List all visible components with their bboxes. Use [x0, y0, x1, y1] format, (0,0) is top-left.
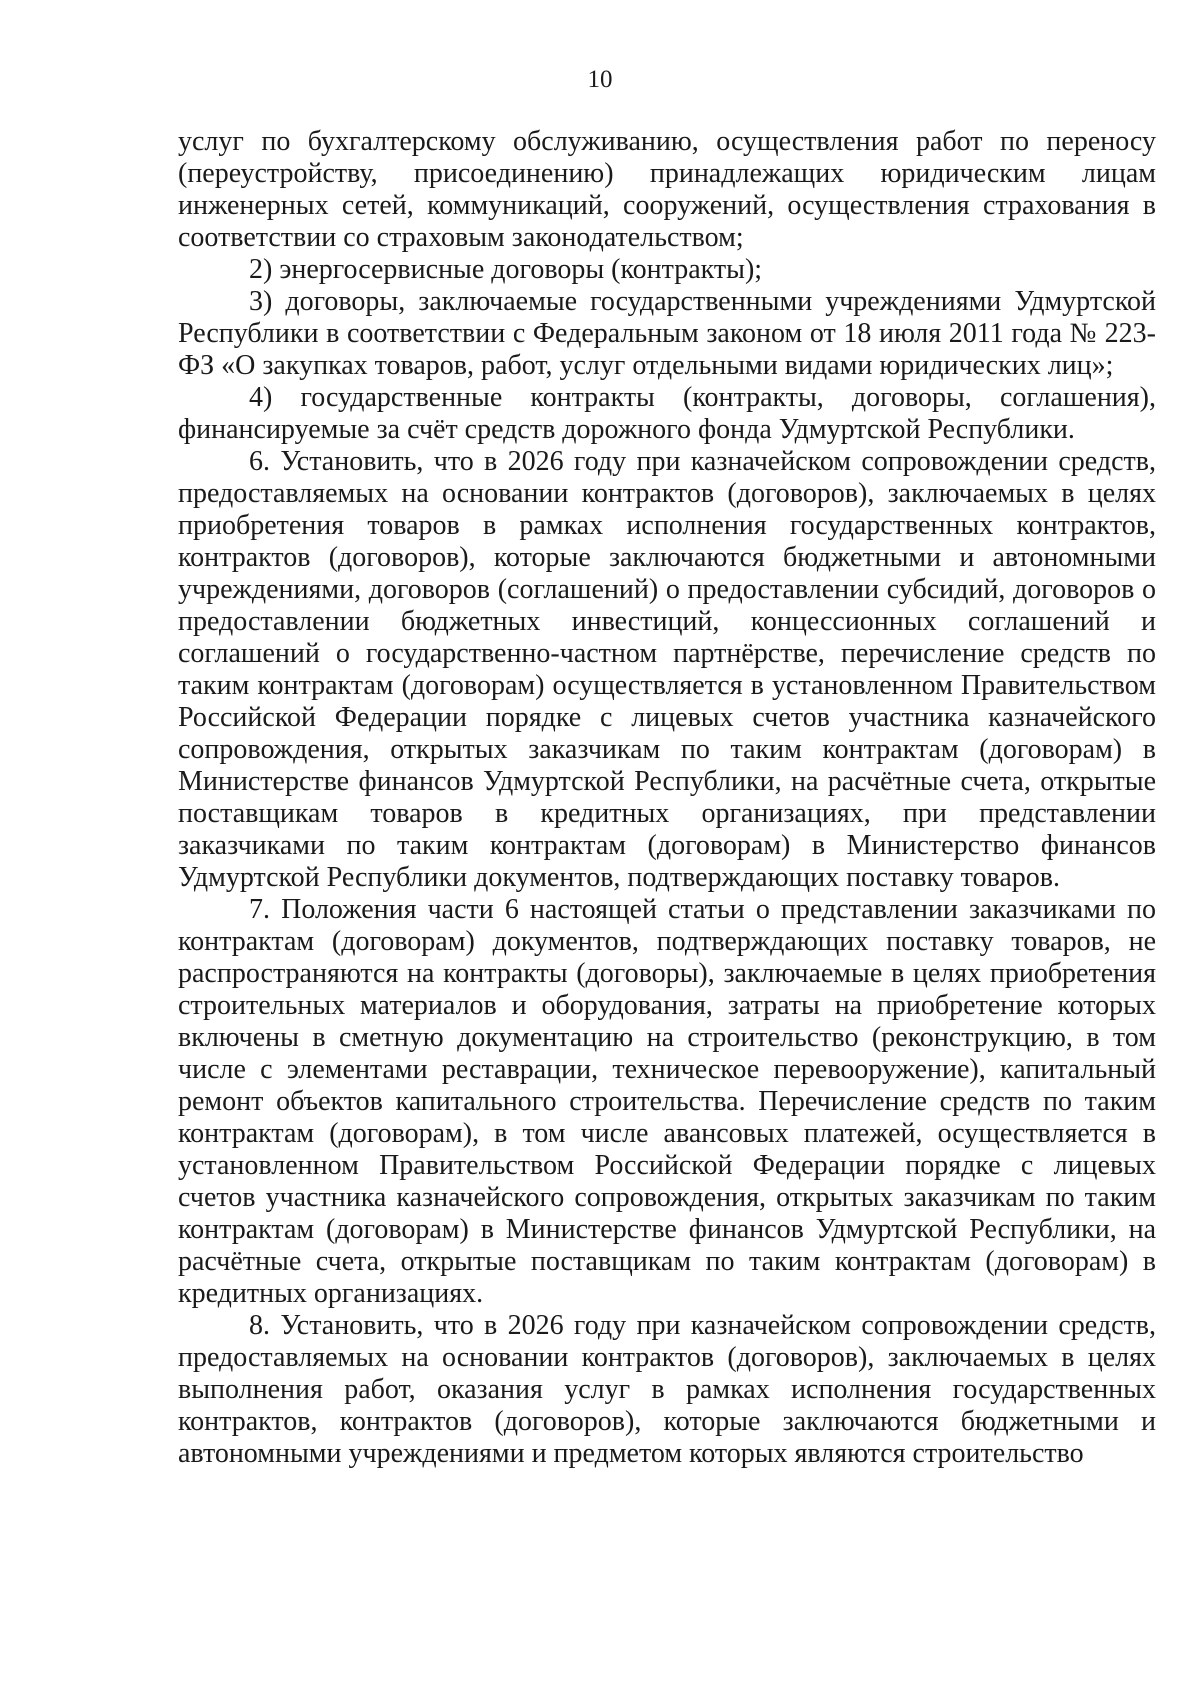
page-number: 10 — [587, 66, 613, 93]
paragraph: 4) государственные контракты (контракты, договоры, соглашения), финансируемые за счёт средств дорожного фонда Удмуртской Республики. — [178, 382, 1156, 445]
paragraph: 7. Положения части 6 настоящей статьи о представлении заказчиками по контрактам (договорам) документов, подтверждающих поставку товаров, не распространяются на контракты (договоры), заключаемые в целях приобретения строительных материалов и оборудования, затраты на приобретение которых включены в сметную документацию на строительство (реконструкцию, в том числе с элементами реставрации, техническое перевооружение), капитальный ремонт объектов капитального строительства. Перечисление средств по таким контрактам (договорам), в том числе авансовых платежей, осуществляется в установленном Правительством Российской Федерации порядке с лицевых счетов участника казначейского сопровождения, открытых заказчикам по таким контрактам (договорам) в Министерстве финансов Удмуртской Республики, на расчётные счета, открытые поставщикам по таким контрактам (договорам) в кредитных организациях. — [178, 894, 1156, 1309]
paragraph: услуг по бухгалтерскому обслуживанию, осуществления работ по переносу (переустройству, присоединению) принадлежащих юридическим лицам инженерных сетей, коммуникаций, сооружений, осуществления страхования в соответствии со страховым законодательством; — [178, 126, 1156, 253]
paragraph: 3) договоры, заключаемые государственными учреждениями Удмуртской Республики в соответствии с Федеральным законом от 18 июля 2011 года № 223-ФЗ «О закупках товаров, работ, услуг отдельными видами юридических лиц»; — [178, 286, 1156, 381]
paragraph: 2) энергосервисные договоры (контракты); — [249, 254, 763, 285]
paragraph: 6. Установить, что в 2026 году при казначейском сопровождении средств, предоставляемых на основании контрактов (договоров), заключаемых в целях приобретения товаров в рамках исполнения государственных контрактов, контрактов (договоров), которые заключаются бюджетными и автономными учреждениями, договоров (соглашений) о предоставлении субсидий, договоров о предоставлении бюджетных инвестиций, концессионных соглашений и соглашений о государственно-частном партнёрстве, перечисление средств по таким контрактам (договорам) осуществляется в установленном Правительством Российской Федерации порядке с лицевых счетов участника казначейского сопровождения, открытых заказчикам по таким контрактам (договорам) в Министерстве финансов Удмуртской Республики, на расчётные счета, открытые поставщикам товаров в кредитных организациях, при представлении заказчиками по таким контрактам (договорам) в Министерство финансов Удмуртской Республики документов, подтверждающих поставку товаров. — [178, 446, 1156, 893]
paragraph: 8. Установить, что в 2026 году при казначейском сопровождении средств, предоставляемых на основании контрактов (договоров), заключаемых в целях выполнения работ, оказания услуг в рамках исполнения государственных контрактов, контрактов (договоров), которые заключаются бюджетными и автономными учреждениями и предметом которых являются строительство — [178, 1310, 1156, 1469]
document-body — [178, 126, 1156, 1470]
